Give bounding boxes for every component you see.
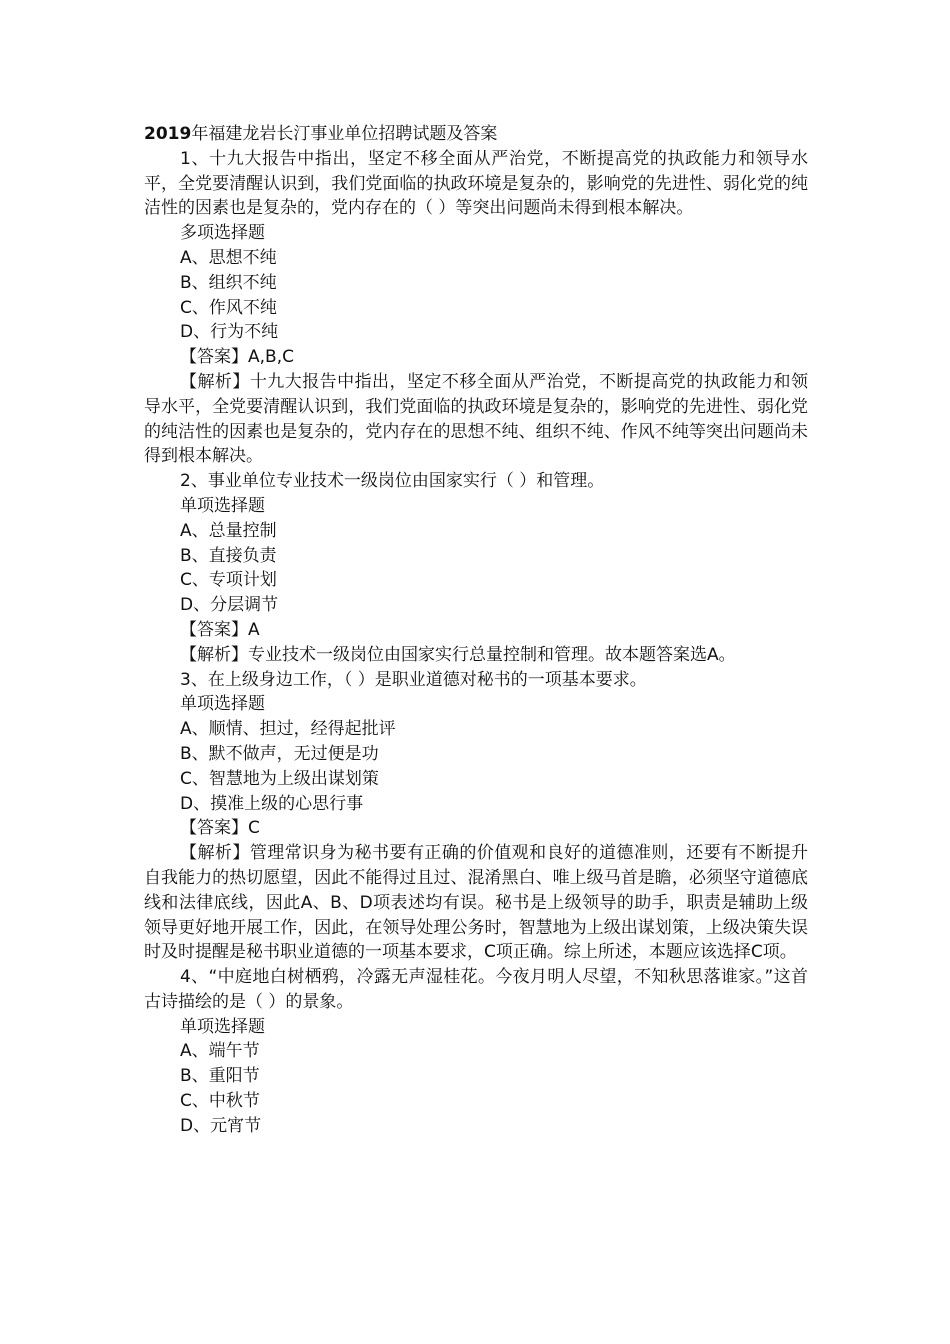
question-3-option-c: C、智慧地为上级出谋划策	[180, 768, 379, 789]
question-1-option-a: A、思想不纯	[180, 247, 277, 268]
question-3-option-b: B、默不做声，无过便是功	[180, 743, 379, 764]
question-3-type: 单项选择题	[180, 694, 265, 715]
question-4-type: 单项选择题	[180, 1016, 265, 1037]
question-1-option-b: B、组织不纯	[180, 272, 277, 293]
question-4-stem: 4、“中庭地白树栖鸦，冷露无声湿桂花。今夜月明人尽望，不知秋思落谁家。”这首古诗描绘的是（ ）的景象。	[144, 967, 808, 1012]
question-3-analysis: 【解析】管理常识身为秘书要有正确的价值观和良好的道德准则，还要有不断提升自我能力的热切愿望，因此不能得过且过、混淆黑白、唯上级马首是瞻，必须坚守道德底线和法律底线，因此A、B、D项表述均有误。秘书是上级领导的助手，职责是辅助上级领导更好地开展工作，因此，在领导处理公务时，智慧地为上级出谋划策，上级决策失误时及时提醒是秘书职业道德的一项基本要求，C项正确。综上所述，本题应该选择C项。	[144, 843, 808, 963]
question-2-type: 单项选择题	[180, 495, 265, 516]
question-4-option-a: A、端午节	[180, 1041, 260, 1062]
question-1-stem: 1、十九大报告中指出，坚定不移全面从严治党，不断提高党的执政能力和领导水平，全党要清醒认识到，我们党面临的执政环境是复杂的，影响党的先进性、弱化党的纯洁性的因素也是复杂的，党内存在的（ ）等突出问题尚未得到根本解决。	[144, 148, 808, 219]
document-page	[144, 122, 808, 1139]
title-year: 2019	[144, 124, 192, 144]
question-1-option-d: D、行为不纯	[180, 322, 279, 343]
question-3-option-d: D、摸准上级的心思行事	[180, 793, 364, 814]
question-2-analysis: 【解析】专业技术一级岗位由国家实行总量控制和管理。故本题答案选A。	[180, 644, 736, 665]
question-2-option-b: B、直接负责	[180, 545, 277, 566]
question-2-stem: 2、事业单位专业技术一级岗位由国家实行（ ）和管理。	[180, 471, 605, 492]
title-text: 年福建龙岩长汀事业单位招聘试题及答案	[191, 124, 498, 144]
question-1-option-c: C、作风不纯	[180, 297, 277, 318]
question-3-option-a: A、顺情、担过，经得起批评	[180, 719, 396, 740]
question-1-analysis: 【解析】十九大报告中指出，坚定不移全面从严治党，不断提高党的执政能力和领导水平，全党要清醒认识到，我们党面临的执政环境是复杂的，影响党的先进性、弱化党的纯洁性的因素也是复杂的，党内存在的思想不纯、组织不纯、作风不纯等突出问题尚未得到根本解决。	[144, 371, 808, 467]
question-4-option-b: B、重阳节	[180, 1066, 260, 1087]
question-4-option-c: C、中秋节	[180, 1091, 260, 1112]
question-2-option-d: D、分层调节	[180, 595, 279, 616]
question-3-stem: 3、在上级身边工作，（ ）是职业道德对秘书的一项基本要求。	[180, 669, 647, 690]
question-3-answer: 【答案】C	[180, 818, 260, 839]
question-2-option-c: C、专项计划	[180, 570, 277, 591]
question-2-answer: 【答案】A	[180, 619, 260, 640]
question-1-type: 多项选择题	[180, 223, 265, 244]
question-2-option-a: A、总量控制	[180, 520, 277, 541]
document-title	[144, 122, 808, 147]
question-1-answer: 【答案】A,B,C	[180, 347, 294, 368]
question-4-option-d: D、元宵节	[180, 1115, 262, 1136]
